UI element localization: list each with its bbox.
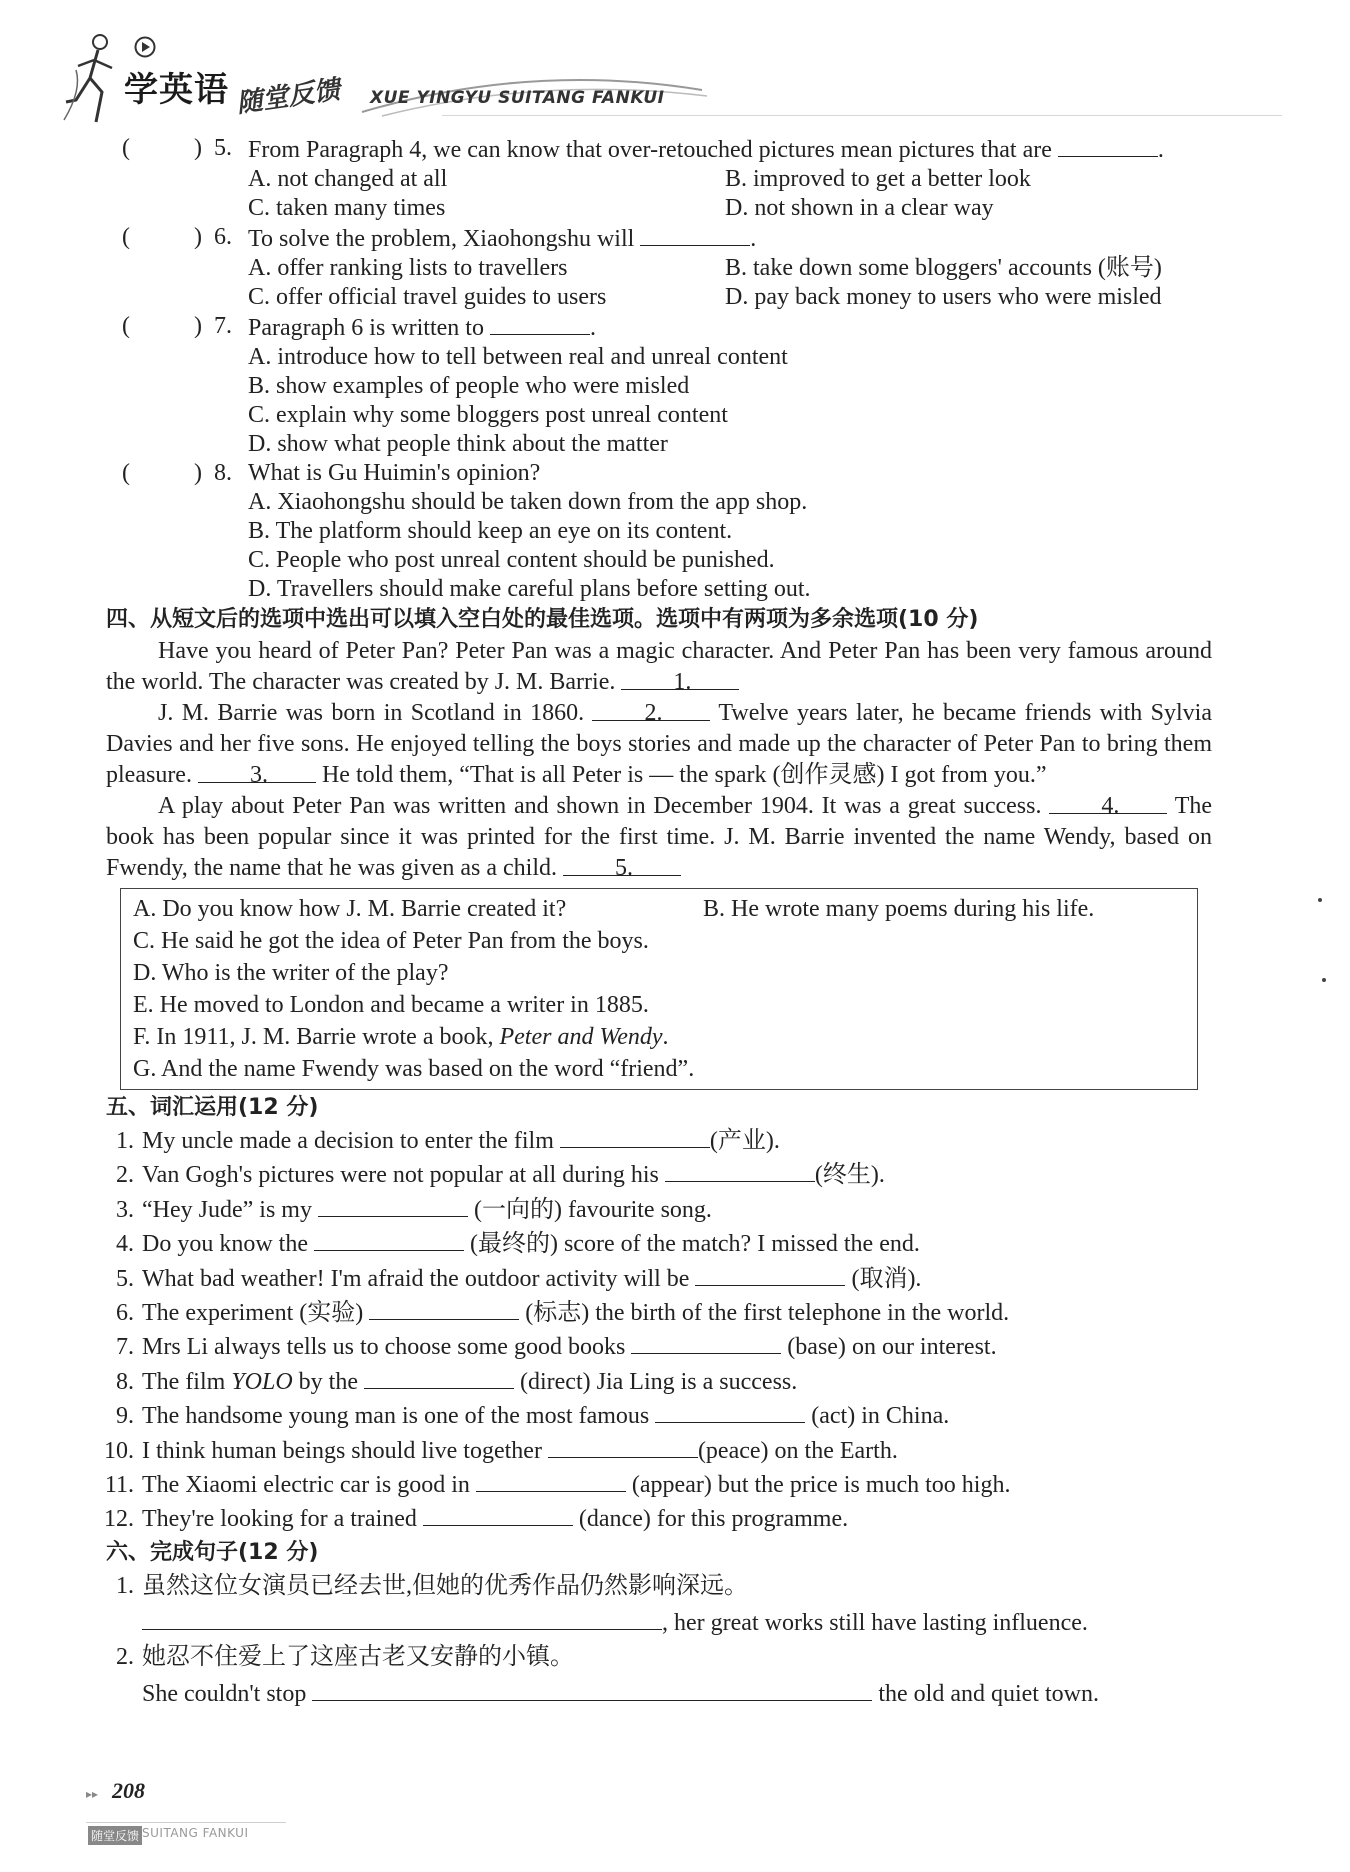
- vocab-blank: [695, 1263, 845, 1286]
- option-a: A. Xiaohongshu should be taken down from the app shop.: [248, 489, 808, 515]
- question-number: 5.: [214, 135, 232, 161]
- page-content: [104, 134, 1213, 1711]
- runner-logo-icon: [62, 30, 122, 130]
- scan-speck: [1318, 898, 1322, 902]
- play-icon: [134, 36, 156, 58]
- vocab-blank: [631, 1331, 781, 1354]
- box-option-f: F. In 1911, J. M. Barrie wrote a book, Peter and Wendy.: [133, 1024, 669, 1050]
- option-b: B. show examples of people who were misled: [248, 373, 690, 399]
- question-number: 8.: [214, 460, 232, 486]
- vocab-item: 11. The Xiaomi electric car is good in (appear) but the price is much too high.: [100, 1468, 1212, 1502]
- option-c: C. People who post unreal content should be punished.: [248, 547, 775, 573]
- option-a: A. offer ranking lists to travellers: [248, 255, 568, 281]
- vocabulary-list: [100, 1124, 1212, 1537]
- vocab-item: 4. Do you know the (最终的) score of the match? I missed the end.: [100, 1227, 1212, 1261]
- vocab-item: 9. The handsome young man is one of the most famous (act) in China.: [100, 1399, 1212, 1433]
- vocab-item: 3. “Hey Jude” is my (一向的) favourite song.: [100, 1193, 1212, 1227]
- passage-blank-3: 3.: [198, 760, 316, 783]
- vocab-blank: [423, 1503, 573, 1526]
- vocab-blank: [364, 1366, 514, 1389]
- box-option-b: B. He wrote many poems during his life.: [703, 896, 1095, 922]
- passage-blank-5: 5.: [563, 853, 681, 876]
- option-b: B. take down some bloggers' accounts (账号): [725, 255, 1162, 281]
- brand-title: 学英语: [124, 70, 229, 110]
- question-8-options: [248, 488, 1212, 604]
- vocab-item: 1. My uncle made a decision to enter the film (产业).: [100, 1124, 1212, 1158]
- vocab-item: 12. They're looking for a trained (dance) for this programme.: [100, 1502, 1212, 1536]
- footer-label-cn: 随堂反馈: [88, 1826, 142, 1845]
- option-a: A. introduce how to tell between real and unreal content: [248, 344, 788, 370]
- arrow-icon: ▸▸: [86, 1787, 99, 1801]
- question-6: [122, 223, 1212, 254]
- answer-bracket-open: (: [122, 135, 130, 161]
- answer-bracket-close: ): [194, 460, 202, 486]
- page-header: [62, 18, 1282, 128]
- question-7-options: [248, 343, 1212, 459]
- answer-bracket-close: ): [194, 224, 202, 250]
- box-option-a: A. Do you know how J. M. Barrie created it?: [133, 896, 567, 922]
- box-option-g: G. And the name Fwendy was based on the word “friend”.: [133, 1056, 695, 1082]
- passage-blank-1: 1.: [621, 667, 739, 690]
- question-stem: Paragraph 6 is written to .: [248, 312, 1212, 343]
- passage-blank-4: 4.: [1049, 791, 1167, 814]
- answer-blank: [1058, 134, 1158, 157]
- vocab-blank: [318, 1194, 468, 1217]
- vocab-item: 10. I think human beings should live together (peace) on the Earth.: [100, 1434, 1212, 1468]
- box-option-c: C. He said he got the idea of Peter Pan from the boys.: [133, 928, 649, 954]
- options-row: [133, 893, 1185, 925]
- question-stem: What is Gu Huimin's opinion?: [248, 460, 541, 486]
- vocab-item: 7. Mrs Li always tells us to choose some good books (base) on our interest.: [100, 1330, 1212, 1364]
- answer-bracket-close: ): [194, 313, 202, 339]
- option-d: D. not shown in a clear way: [725, 195, 994, 221]
- question-stem: To solve the problem, Xiaohongshu will .: [248, 223, 1212, 254]
- option-c: C. offer official travel guides to users: [248, 284, 607, 310]
- reading-questions: [122, 134, 1212, 604]
- vocab-blank: [665, 1159, 815, 1182]
- vocab-blank: [548, 1435, 698, 1458]
- vocab-blank: [369, 1297, 519, 1320]
- page-number: 208: [112, 1778, 145, 1803]
- option-b: B. improved to get a better look: [725, 166, 1031, 192]
- passage-paragraph-1: Have you heard of Peter Pan? Peter Pan was a magic character. And Peter Pan has been very famous around the world. The character was created by J. M. Barrie. 1.: [106, 638, 1212, 695]
- vocab-item: 2. Van Gogh's pictures were not popular at all during his (终生).: [100, 1158, 1212, 1192]
- passage-blank-2: 2.: [592, 698, 710, 721]
- answer-bracket-open: (: [122, 224, 130, 250]
- brand-subtitle: 随堂反馈: [234, 74, 342, 120]
- translation-item-2-en: She couldn't stop the old and quiet town.: [100, 1674, 1212, 1711]
- vocab-blank: [560, 1125, 710, 1148]
- passage-paragraph-3: A play about Peter Pan was written and shown in December 1904. It was a great success. 4. The book has been popular since it was printed for the first time. J. M. Barrie invented the name Wendy, based on Fwendy, the name that he was given as a child. 5.: [106, 793, 1213, 881]
- box-option-d: D. Who is the writer of the play?: [133, 960, 449, 986]
- vocab-blank: [476, 1469, 626, 1492]
- footer-label-en: SUITANG FANKUI: [142, 1826, 249, 1840]
- option-d: D. show what people think about the matter: [248, 431, 668, 457]
- passage-paragraph-2: J. M. Barrie was born in Scotland in 1860. 2. Twelve years later, he became friends with Sylvia Davies and her five sons. He enjoyed telling the boys stories and made up the character of Peter Pan to bring them pleasure. 3. He told them, “That is all Peter is — the spark (创作灵感) I got from you.”: [106, 700, 1212, 788]
- vocab-item: 6. The experiment (实验) (标志) the birth of the first telephone in the world.: [100, 1296, 1212, 1330]
- option-d: D. pay back money to users who were misled: [725, 284, 1162, 310]
- vocab-blank: [655, 1400, 805, 1423]
- question-7: [122, 312, 1212, 343]
- translation-item-1-en: , her great works still have lasting influence.: [100, 1603, 1212, 1640]
- translation-item-2-cn: 2. 她忍不住爱上了这座古老又安静的小镇。: [116, 1643, 574, 1670]
- option-a: A. not changed at all: [248, 166, 448, 192]
- option-c: C. taken many times: [248, 195, 446, 221]
- box-option-e: E. He moved to London and became a writer in 1885.: [133, 992, 649, 1018]
- question-stem: From Paragraph 4, we can know that over-retouched pictures mean pictures that are .: [248, 134, 1212, 165]
- question-number: 7.: [214, 313, 232, 339]
- scan-speck: [1322, 978, 1326, 982]
- answer-bracket-open: (: [122, 460, 130, 486]
- translation-list: [100, 1569, 1212, 1711]
- answer-blank: [490, 312, 590, 335]
- vocab-blank: [314, 1228, 464, 1251]
- question-5: [122, 134, 1212, 165]
- question-number: 6.: [214, 224, 232, 250]
- question-6-options: [248, 254, 1212, 312]
- sentence-blank: [312, 1674, 872, 1701]
- section-6-title: 六、完成句子(12 分): [106, 1539, 319, 1565]
- footer-divider: [86, 1822, 286, 1823]
- answer-blank: [640, 223, 750, 246]
- option-b: B. The platform should keep an eye on its content.: [248, 518, 733, 544]
- translation-item-1-cn: 1. 虽然这位女演员已经去世,但她的优秀作品仍然影响深远。: [116, 1572, 748, 1599]
- vocab-item: 5. What bad weather! I'm afraid the outdoor activity will be (取消).: [100, 1262, 1212, 1296]
- question-8: [122, 459, 1212, 488]
- sentence-blank: [142, 1603, 662, 1630]
- section-5-title: 五、词汇运用(12 分): [106, 1095, 319, 1120]
- section-4-title: 四、从短文后的选项中选出可以填入空白处的最佳选项。选项中有两项为多余选项(10 分): [106, 607, 979, 632]
- answer-bracket-close: ): [194, 135, 202, 161]
- answer-bracket-open: (: [122, 313, 130, 339]
- header-divider: [442, 115, 1282, 116]
- question-5-options: [248, 165, 1212, 223]
- option-c: C. explain why some bloggers post unreal content: [248, 402, 728, 428]
- options-box: [120, 888, 1198, 1090]
- brand-pinyin: XUE YINGYU SUITANG FANKUI: [370, 88, 665, 108]
- option-d: D. Travellers should make careful plans before setting out.: [248, 576, 811, 602]
- vocab-item: 8. The film YOLO by the (direct) Jia Ling is a success.: [100, 1365, 1212, 1399]
